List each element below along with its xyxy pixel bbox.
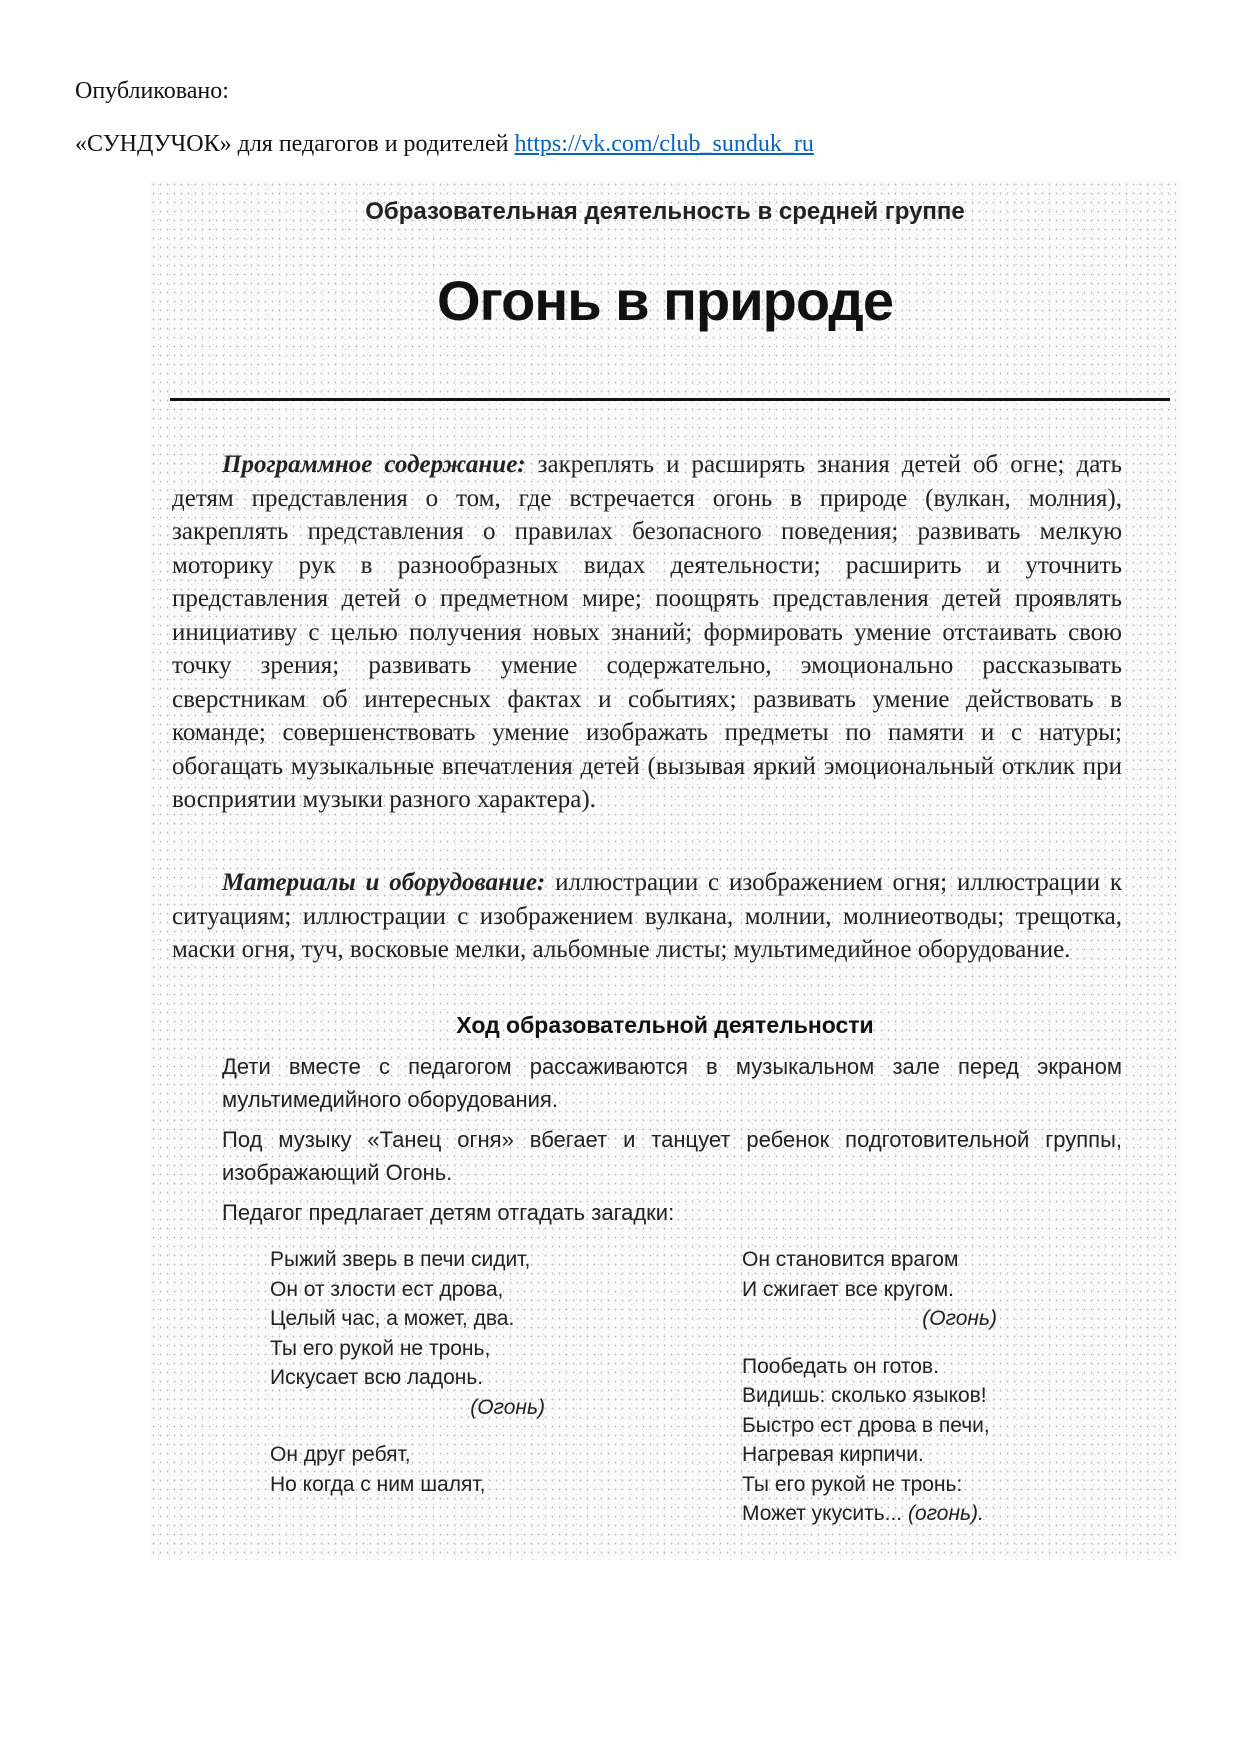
riddle-line: [742, 1499, 997, 1529]
riddle-line: Ты его рукой не тронь:: [742, 1472, 963, 1496]
program-label: Программное содержание:: [222, 451, 526, 478]
riddle-line: Он становится врагом: [742, 1248, 959, 1271]
riddle-line: Рыжий зверь в печи сидит,: [270, 1248, 531, 1271]
riddle-line: Целый час, а может, два.: [270, 1307, 515, 1330]
paragraph: Дети вместе с педагогом рассаживаются в музыкальном зале перед экраном мультимедийного оборудования.: [222, 1054, 1122, 1112]
published-label: Опубликовано:: [75, 78, 229, 104]
page-title: Огонь в природе: [437, 269, 893, 332]
section-heading: Ход образовательной деятельности: [456, 1012, 874, 1038]
riddle-line: Ты его рукой не тронь,: [270, 1336, 491, 1360]
riddle-line: Он от злости ест дрова,: [270, 1277, 504, 1301]
source-link[interactable]: https://vk.com/club_sunduk_ru: [514, 131, 814, 157]
materials-text: иллюстрации с изображением огня; иллюстрации к ситуациям; иллюстрации с изображением вулкана, молнии, молниеотводы; трещотка, маски огня, туч, восковые мелки, альбомные листы; мультимедийное оборудование.: [172, 869, 1123, 963]
riddle-last-line: Может укусить...: [742, 1502, 903, 1525]
source-line: [75, 131, 814, 158]
program-text: закреплять и расширять знания детей об огне; дать детям представления о том, где встречается огонь в природе (вулкан, молния), закреплять представления о правилах безопасного поведения; развивать мелкую моторику рук в разнообразных видах деятельности; расширить и уточнить представления детей о предметном мире; поощрять представления детей проявлять инициативу с целью получения новых знаний; формировать умение отстаивать свою точку зрения; развивать умение содержательно, эмоционально рассказывать сверстникам об интересных фактах и событиях; развивать умение действовать в команде; совершенствовать умение изображать предметы по памяти и с натуры; обогащать музыкальные впечатления детей (вызывая яркий эмоциональный отклик при восприятии музыки разного характера).: [172, 451, 1123, 813]
riddle-line: Быстро ест дрова в печи,: [742, 1413, 990, 1437]
riddle-answer: (Огонь): [922, 1307, 997, 1330]
paragraph: Под музыку «Танец огня» вбегает и танцует ребенок подготовительной группы, изображающий Огонь.: [222, 1127, 1122, 1185]
source-text: «СУНДУЧОК» для педагогов и родителей: [75, 131, 509, 157]
scanned-page: [150, 180, 1180, 1560]
paragraph: Педагог предлагает детям отгадать загадки:: [222, 1200, 675, 1225]
riddle-right-column: [742, 1245, 997, 1529]
section-header: Образовательная деятельность в средней группе: [365, 198, 965, 225]
riddle-line: Но когда с ним шалят,: [270, 1472, 486, 1496]
materials-paragraph: [172, 866, 1122, 967]
riddle-line: Пообедать он готов.: [742, 1354, 939, 1378]
riddle-left-column: [270, 1245, 545, 1499]
riddle-line: Видишь: сколько языков!: [742, 1384, 987, 1407]
riddle-answer: (огонь).: [907, 1502, 984, 1525]
riddle-line: Искусает всю ладонь.: [270, 1366, 484, 1389]
riddle-answer: (Огонь): [470, 1395, 545, 1419]
riddle-line: Он друг ребят,: [270, 1443, 411, 1466]
program-paragraph: [172, 448, 1122, 817]
riddle-line: Нагревая кирпичи.: [742, 1443, 924, 1466]
divider: [170, 398, 1170, 401]
materials-label: Материалы и оборудование:: [222, 869, 546, 896]
riddle-line: И сжигает все кругом.: [742, 1277, 954, 1301]
